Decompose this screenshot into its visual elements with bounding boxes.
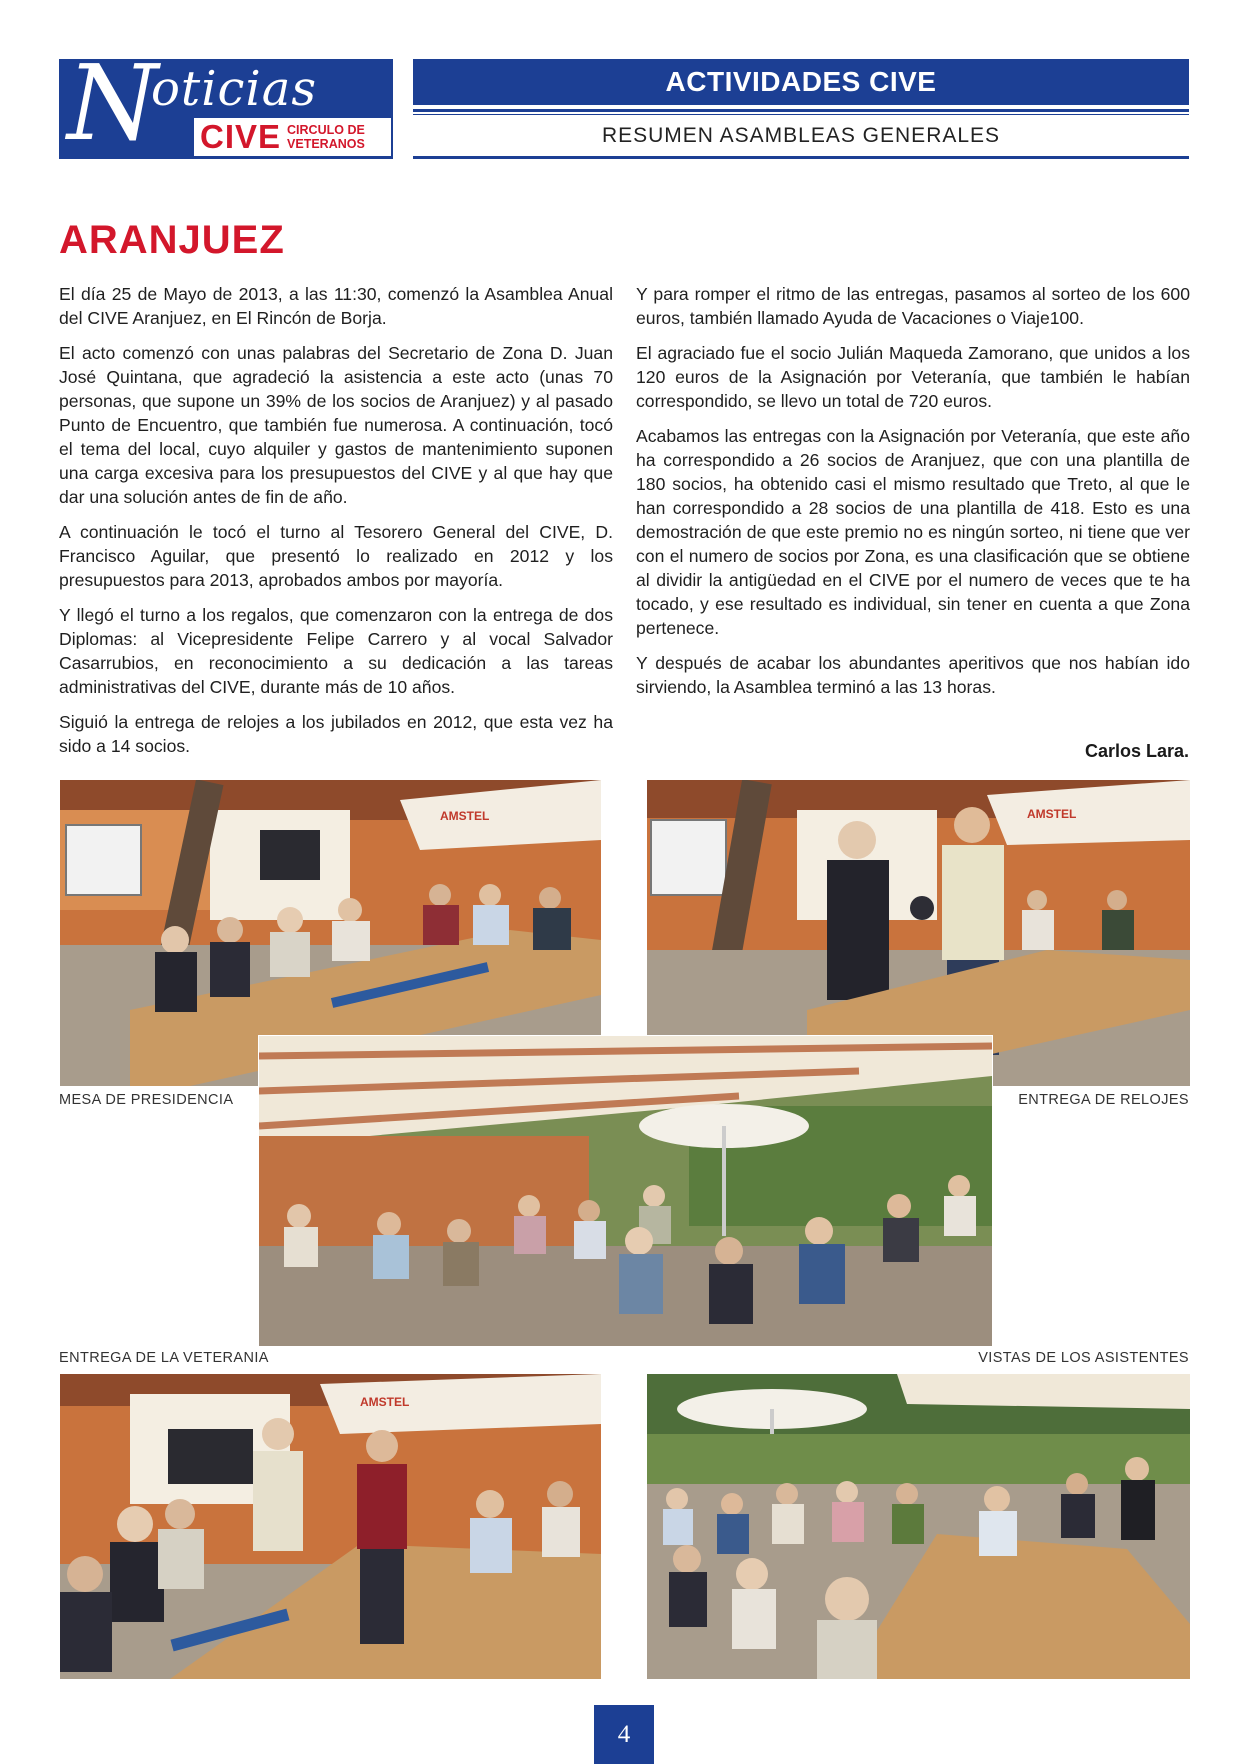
logo-subtitle-line1: CIRCULO DE <box>287 123 365 137</box>
logo-initial: N <box>67 59 158 159</box>
photo-veterania-presentation <box>59 1373 602 1680</box>
amstel-text: AMSTEL <box>1027 807 1077 821</box>
article-left-column <box>59 282 613 769</box>
caption-attendees: VISTAS DE LOS ASISTENTES <box>978 1350 1189 1366</box>
header-rule-thin <box>413 114 1189 115</box>
section-subtitle: RESUMEN ASAMBLEAS GENERALES <box>601 124 1001 147</box>
noticias-cive-logo <box>59 59 393 159</box>
paragraph: Acabamos las entregas con la Asignación por Veteranía, que este año ha correspondido a 26 socios de Aranjuez, que con una plantilla de 180 socios, ha obtenido casi el mismo resultado que Treto, al que le han correspondido a 28 socios de una plantilla de 418. Esto es una demostración de que este premio no es ningún sorteo, ni tiene que ver con el numero de socios por Zona, es una clasificación que se obtiene al dividir la antigüedad en el CIVE por el numero de veces que te ha tocado, y ese resultado es individual, sin tener en cuenta a que Zona pertenece. <box>636 426 1190 638</box>
paragraph: El agraciado fue el socio Julián Maqueda Zamorano, que unidos a los 120 euros de la Asignación por Veteranía, que también le habían correspondido, se llevo un total de 720 euros. <box>636 343 1190 411</box>
logo-subtitle-line2: VETERANOS <box>287 137 365 151</box>
photo-attendees-wide <box>258 1035 993 1347</box>
caption-watches: ENTREGA DE RELOJES <box>1018 1092 1189 1108</box>
header-rule-bottom <box>413 156 1189 159</box>
article-right-column <box>636 282 1190 710</box>
photo-attendees-terrace <box>646 1373 1191 1680</box>
paragraph: A continuación le tocó el turno al Tesorero General del CIVE, D. Francisco Aguilar, que presentó lo realizado en 2012 y los presupuestos para 2013, aprobados ambos por mayoría. <box>59 522 613 590</box>
header-rule-top <box>413 109 1189 112</box>
caption-presidency: MESA DE PRESIDENCIA <box>59 1092 234 1108</box>
logo-subtitle <box>287 123 365 151</box>
page-number: 4 <box>594 1705 654 1764</box>
logo-brand-box <box>194 118 391 156</box>
article-author: Carlos Lara. <box>1084 741 1189 761</box>
paragraph: Y llegó el turno a los regalos, que comenzaron con la entrega de dos Diplomas: al Vicepresidente Felipe Carrero y al vocal Salvador Casarrubios, en reconocimiento a su dedicación a las tareas administrativas del CIVE, durante más de 10 años. <box>59 605 613 697</box>
logo-word: oticias <box>151 61 318 117</box>
amstel-text: AMSTEL <box>360 1395 410 1409</box>
article-title: ARANJUEZ <box>59 218 285 262</box>
caption-veterania: ENTREGA DE LA VETERANIA <box>59 1350 269 1366</box>
paragraph: El acto comenzó con unas palabras del Secretario de Zona D. Juan José Quintana, que agradeció la asistencia a este acto (unas 70 personas, que supone un 39% de los socios de Aranjuez) y al pasado Punto de Encuentro, que también fue numerosa. A continuación, tocó el tema del local, cuyo alquiler y gastos de mantenimiento suponen una carga excesiva para los presupuestos del CIVE y al que hay que dar una solución antes de fin de año. <box>59 343 613 507</box>
section-title: ACTIVIDADES CIVE <box>413 59 1189 105</box>
amstel-text: AMSTEL <box>440 809 490 823</box>
paragraph: Siguió la entrega de relojes a los jubilados en 2012, que esta vez ha sido a 14 socios. <box>59 712 613 756</box>
paragraph: Y después de acabar los abundantes aperitivos que nos habían ido sirviendo, la Asamblea terminó a las 13 horas. <box>636 653 1190 697</box>
logo-brand: CIVE <box>200 118 282 155</box>
paragraph: El día 25 de Mayo de 2013, a las 11:30, comenzó la Asamblea Anual del CIVE Aranjuez, en El Rincón de Borja. <box>59 284 613 328</box>
paragraph: Y para romper el ritmo de las entregas, pasamos al sorteo de los 600 euros, también llamado Ayuda de Vacaciones o Viaje100. <box>636 284 1190 328</box>
